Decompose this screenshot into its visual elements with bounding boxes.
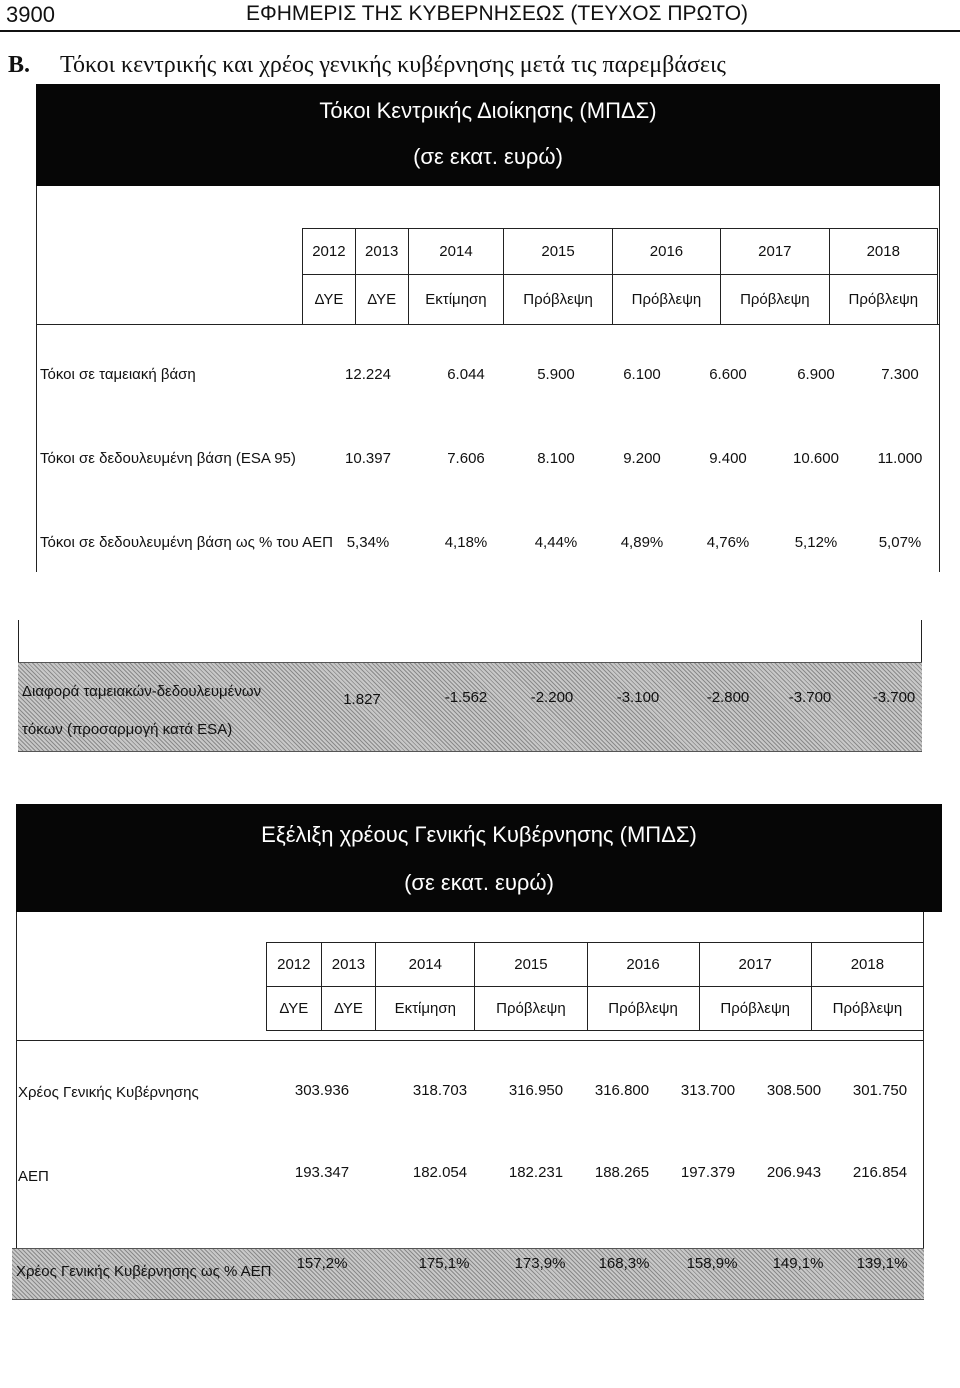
debt-year-header xyxy=(266,942,924,1031)
cell-value: 149,1% xyxy=(772,1255,824,1272)
cell-value: 1.827 xyxy=(343,691,381,708)
table-row xyxy=(36,450,940,472)
cell-value: 206.943 xyxy=(766,1164,822,1181)
status-cell: Εκτίμηση xyxy=(376,987,475,1031)
section-heading xyxy=(8,52,726,79)
row-label: Χρέος Γενικής Κυβέρνησης ως % ΑΕΠ xyxy=(16,1263,272,1280)
page-header xyxy=(0,0,960,32)
interest-table-unit: (σε εκατ. ευρώ) xyxy=(413,144,563,169)
divider xyxy=(36,324,940,325)
row-label: τόκων (προσαρμογή κατά ESA) xyxy=(22,721,233,738)
cell-value: 175,1% xyxy=(418,1255,470,1272)
cell-value: 6.900 xyxy=(797,366,835,383)
cell-value: 316.950 xyxy=(508,1082,564,1099)
status-cell: ΔΥΕ xyxy=(355,275,408,325)
cell-value: 197.379 xyxy=(680,1164,736,1181)
status-cell: Πρόβλεψη xyxy=(829,275,937,325)
status-cell: ΔΥΕ xyxy=(267,987,322,1031)
section-title: Τόκοι κεντρικής και χρέος γενικής κυβέρνησης μετά τις παρεμβάσεις xyxy=(60,52,726,78)
cell-value: 188.265 xyxy=(594,1164,650,1181)
cell-value: -2.200 xyxy=(530,689,574,706)
cell-value: 182.231 xyxy=(508,1164,564,1181)
cell-value: 6.100 xyxy=(623,366,661,383)
row-label: Τόκοι σε δεδουλευμένη βάση ως % του ΑΕΠ xyxy=(40,534,333,551)
cell-value: 10.600 xyxy=(793,450,839,467)
cell-value: 7.606 xyxy=(447,450,485,467)
cell-value: 316.800 xyxy=(594,1082,650,1099)
cell-value: 4,18% xyxy=(444,534,488,551)
cell-value: 308.500 xyxy=(766,1082,822,1099)
year-cell: 2018 xyxy=(829,229,937,275)
cell-value: 216.854 xyxy=(852,1164,908,1181)
cell-value: 173,9% xyxy=(514,1255,566,1272)
year-cell: 2017 xyxy=(721,229,829,275)
status-cell: ΔΥΕ xyxy=(321,987,376,1031)
cell-value: 12.224 xyxy=(345,366,391,383)
cell-value: 182.054 xyxy=(412,1164,468,1181)
status-cell: Πρόβλεψη xyxy=(721,275,829,325)
cell-value: 5.900 xyxy=(537,366,575,383)
year-cell: 2012 xyxy=(267,943,322,987)
status-cell: Πρόβλεψη xyxy=(699,987,811,1031)
row-label: Τόκοι σε δεδουλευμένη βάση (ESA 95) xyxy=(40,450,296,467)
status-cell: Πρόβλεψη xyxy=(475,987,587,1031)
cell-value: 5,12% xyxy=(794,534,838,551)
year-cell: 2016 xyxy=(587,943,699,987)
cell-value: 11.000 xyxy=(877,450,923,467)
year-cell: 2015 xyxy=(475,943,587,987)
cell-value: -3.100 xyxy=(616,689,660,706)
table-row xyxy=(36,534,940,556)
status-cell: Εκτίμηση xyxy=(408,275,504,325)
year-cell: 2018 xyxy=(811,943,923,987)
cell-value: 6.044 xyxy=(447,366,485,383)
divider xyxy=(16,1040,924,1041)
cell-value: 318.703 xyxy=(412,1082,468,1099)
status-cell: Πρόβλεψη xyxy=(612,275,720,325)
gazette-title: ΕΦΗΜΕΡΙΣ ΤΗΣ ΚΥΒΕΡΝΗΣΕΩΣ (ΤΕΥΧΟΣ ΠΡΩΤΟ) xyxy=(246,2,749,25)
interest-year-header xyxy=(302,228,938,325)
year-cell: 2012 xyxy=(303,229,356,275)
cell-value: 4,76% xyxy=(706,534,750,551)
table-row xyxy=(16,1164,922,1186)
year-cell: 2013 xyxy=(321,943,376,987)
cell-value: 193.347 xyxy=(294,1164,350,1181)
cell-value: 157,2% xyxy=(296,1255,348,1272)
year-cell: 2013 xyxy=(355,229,408,275)
year-cell: 2014 xyxy=(376,943,475,987)
section-letter: Β. xyxy=(8,52,31,78)
year-cell: 2014 xyxy=(408,229,504,275)
cell-value: 5,34% xyxy=(346,534,390,551)
cell-value: 7.300 xyxy=(881,366,919,383)
cell-value: -3.700 xyxy=(788,689,832,706)
cell-value: 10.397 xyxy=(345,450,391,467)
row-label: Διαφορά ταμειακών-δεδουλευμένων xyxy=(22,683,262,700)
adjustment-frame xyxy=(18,620,922,662)
status-cell: Πρόβλεψη xyxy=(504,275,612,325)
debt-table-banner xyxy=(16,804,942,912)
cell-value: -1.562 xyxy=(444,689,488,706)
cell-value: 4,44% xyxy=(534,534,578,551)
row-label: ΑΕΠ xyxy=(18,1168,49,1185)
adjustment-row xyxy=(18,662,922,752)
cell-value: 168,3% xyxy=(598,1255,650,1272)
debt-ratio-row xyxy=(12,1248,924,1300)
year-cell: 2016 xyxy=(612,229,720,275)
row-label: Χρέος Γενικής Κυβέρνησης xyxy=(18,1084,199,1101)
cell-value: 6.600 xyxy=(709,366,747,383)
cell-value: 9.400 xyxy=(709,450,747,467)
interest-table-banner xyxy=(36,84,940,186)
cell-value: 4,89% xyxy=(620,534,664,551)
cell-value: 301.750 xyxy=(852,1082,908,1099)
cell-value: 313.700 xyxy=(680,1082,736,1099)
cell-value: -2.800 xyxy=(706,689,750,706)
cell-value: 8.100 xyxy=(537,450,575,467)
year-cell: 2017 xyxy=(699,943,811,987)
interest-table-title: Τόκοι Κεντρικής Διοίκησης (ΜΠΔΣ) xyxy=(319,98,657,123)
row-label: Τόκοι σε ταμειακή βάση xyxy=(40,366,196,383)
table-row xyxy=(16,1082,922,1104)
page-number: 3900 xyxy=(6,2,55,27)
debt-table-unit: (σε εκατ. ευρώ) xyxy=(404,870,554,895)
year-cell: 2015 xyxy=(504,229,612,275)
cell-value: 139,1% xyxy=(856,1255,908,1272)
cell-value: 5,07% xyxy=(878,534,922,551)
status-cell: ΔΥΕ xyxy=(303,275,356,325)
debt-table-title: Εξέλιξη χρέους Γενικής Κυβέρνησης (ΜΠΔΣ) xyxy=(261,822,697,847)
cell-value: -3.700 xyxy=(872,689,916,706)
table-row xyxy=(36,366,940,388)
status-cell: Πρόβλεψη xyxy=(587,987,699,1031)
status-cell: Πρόβλεψη xyxy=(811,987,923,1031)
cell-value: 303.936 xyxy=(294,1082,350,1099)
cell-value: 9.200 xyxy=(623,450,661,467)
cell-value: 158,9% xyxy=(686,1255,738,1272)
